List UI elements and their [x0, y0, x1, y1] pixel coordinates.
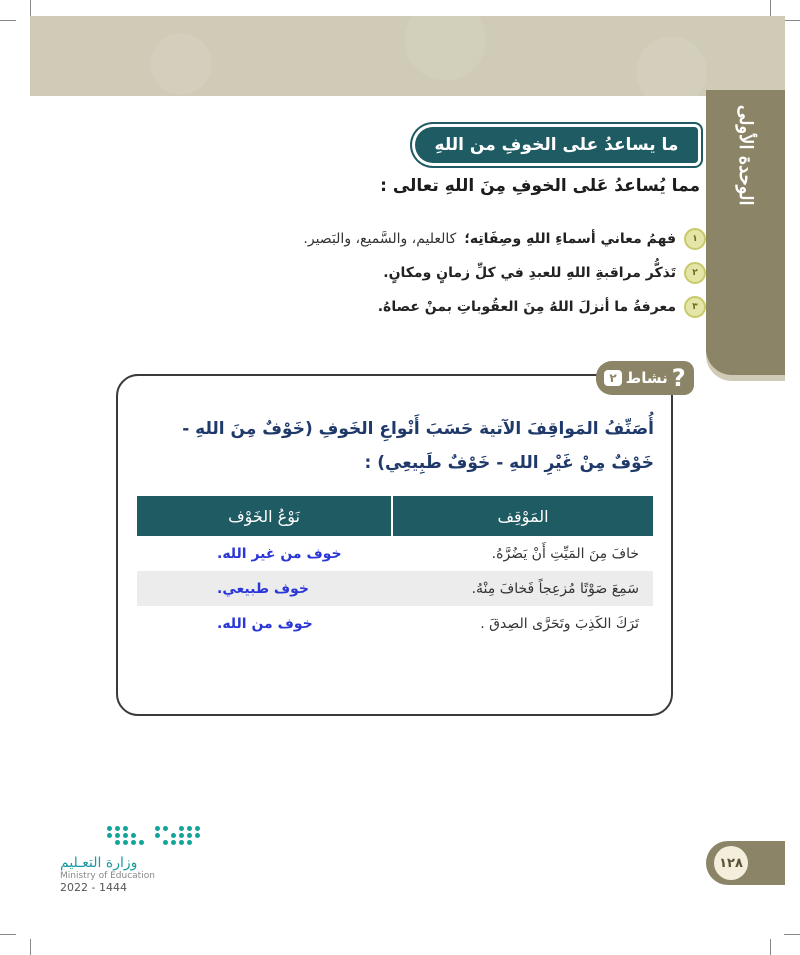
bullet-bold-text: تَذكُّر مراقبةِ اللهِ للعبدِ في كلِّ زمانٍ ومكانٍ. — [383, 265, 676, 281]
intro-text: مما يُساعدُ عَلى الخوفِ مِنَ اللهِ تعالى : — [380, 176, 700, 196]
bullet-normal-text: كالعليم، والسَّميع، والبَصير. — [303, 231, 457, 247]
table-row — [137, 536, 653, 571]
answer-cell: خوف من غير الله. — [217, 545, 342, 562]
situation-cell: تَرَكَ الكَذِبَ وتَحَرَّى الصِدقَ . — [480, 615, 639, 632]
ministry-logo — [60, 826, 200, 916]
bullet-list — [226, 222, 706, 324]
answer-cell: خوف من الله. — [217, 615, 313, 632]
bullet-bold-text: معرفةُ ما أنزلَ اللهُ مِنَ العقُوباتِ بمنْ عصاهُ. — [377, 299, 676, 315]
bullet-item — [226, 290, 706, 324]
bullet-number-badge: ٢ — [684, 262, 706, 284]
unit-label-text: الوحدة الأولى — [735, 104, 756, 206]
section-title-text: ما يساعدُ على الخوفِ من اللهِ — [434, 135, 679, 155]
bullet-number-badge: ٣ — [684, 296, 706, 318]
bullet-item — [226, 222, 706, 256]
ministry-name-arabic: وزارة التعـليم — [60, 855, 138, 871]
table-header-row — [137, 496, 653, 536]
activity-tab — [596, 361, 694, 395]
answer-cell: خوف طبيعي. — [137, 571, 392, 606]
ministry-name-english: Ministry of Education — [60, 871, 155, 881]
page-number: ١٢٨ — [714, 846, 748, 880]
edition-year: 2022 - 1444 — [60, 881, 127, 894]
situation-cell: خافَ مِنَ المَيِّتِ أَنْ يَضُرَّهُ. — [491, 545, 639, 562]
header-band — [30, 16, 785, 96]
crop-mark — [784, 20, 800, 21]
situation-cell: سَمِعَ صَوْتًا مُزعِجاً فَخافَ مِنْهُ. — [392, 571, 653, 606]
bullet-item — [226, 256, 706, 290]
ministry-logo-dots-icon — [100, 826, 200, 845]
crop-mark — [784, 934, 800, 935]
crop-mark — [0, 934, 16, 935]
crop-mark — [0, 20, 16, 21]
crop-mark — [770, 0, 771, 16]
table-row — [137, 606, 653, 641]
activity-label: نشاط — [625, 369, 668, 387]
crop-mark — [770, 939, 771, 955]
unit-label — [706, 90, 785, 220]
bullet-number-badge: ١ — [684, 228, 706, 250]
crop-mark — [30, 0, 31, 16]
header-fear-type: نَوْعُ الخَوْف — [137, 496, 392, 536]
activity-instruction: أُصَنِّفُ المَواقِفَ الآتية حَسَبَ أَنْواعِ الخَوفِ (خَوْفٌ مِنَ اللهِ - خَوْفٌ مِنْ غَيْرِ اللهِ - خَوْفٌ طَبِيعِي) : — [182, 419, 654, 473]
activity-number: ٢ — [604, 370, 621, 386]
section-title — [415, 127, 698, 163]
fear-classification-table — [137, 496, 653, 641]
header-situation: المَوْقِف — [392, 496, 653, 536]
question-mark-icon: ? — [671, 364, 686, 392]
crop-mark — [30, 939, 31, 955]
bullet-bold-text: فهمُ معاني أسماءِ اللهِ وصِفَاتِه؛ — [464, 231, 676, 247]
table-row — [137, 571, 653, 606]
